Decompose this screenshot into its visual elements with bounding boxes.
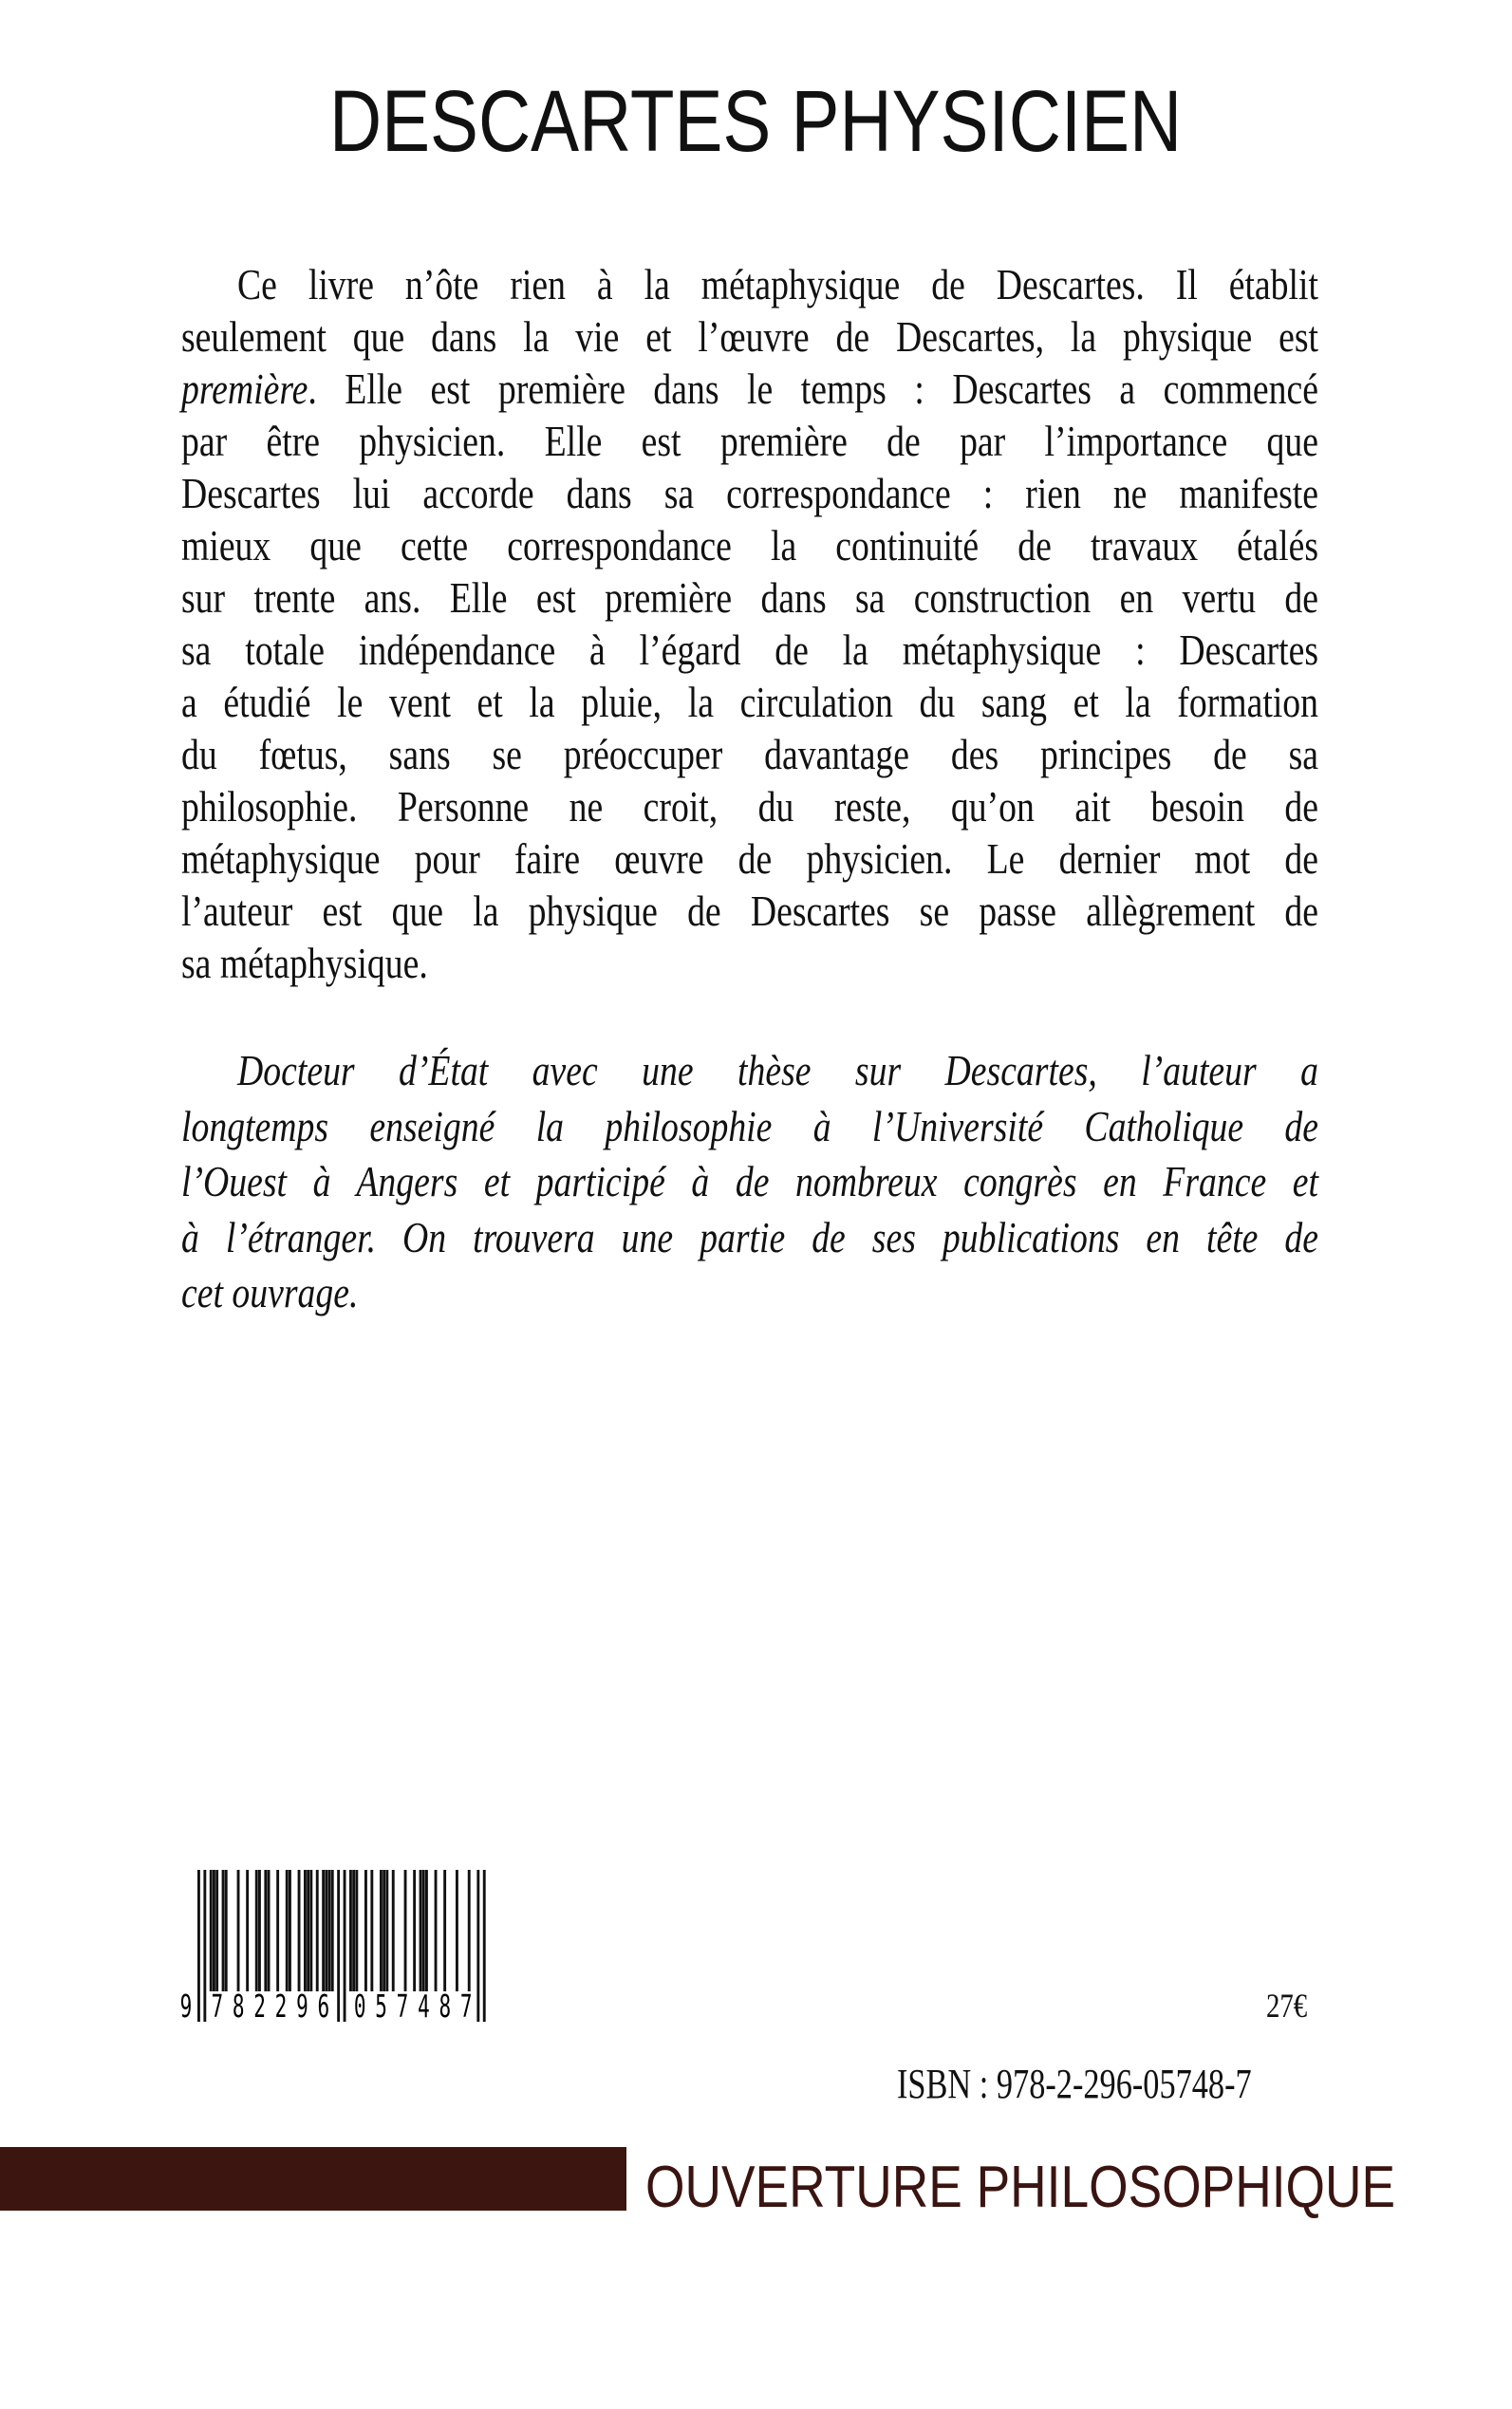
summary-line: Descartes lui accorde dans sa correspondance : rien ne manifeste [181, 469, 1319, 517]
barcode-bar [364, 1870, 367, 1991]
summary-paragraph [181, 258, 1318, 989]
barcode-bar [383, 1870, 385, 1991]
barcode-bar [309, 1870, 312, 1991]
summary-line: sur trente ans. Elle est première dans sa construction en vertu de [181, 573, 1319, 622]
barcode-digit: 9 [179, 1987, 193, 2022]
barcode-digit: 7 [459, 1987, 473, 2022]
barcode-bar [213, 1870, 215, 1991]
barcode-bar [316, 1870, 319, 1991]
series-band [0, 2147, 626, 2211]
summary-line: métaphysique pour faire œuvre de physicien. Le dernier mot de [181, 834, 1319, 883]
barcode-digit: 2 [253, 1987, 266, 2022]
barcode-bar [349, 1870, 352, 1991]
barcode-bar [264, 1870, 267, 1991]
barcode-bar [435, 1870, 438, 1991]
barcode-bar [413, 1870, 416, 1991]
barcode-digit: 0 [353, 1987, 366, 2022]
author-bio [181, 1043, 1318, 1321]
barcode-bar [476, 1870, 479, 2022]
summary-line: philosophie. Personne ne croit, du reste, qu’on ait besoin de [181, 782, 1319, 831]
barcode-bar [210, 1870, 213, 1991]
summary-line: seulement que dans la vie et l’œuvre de Descartes, la physique est [181, 312, 1319, 361]
barcode-bar [456, 1870, 458, 1991]
barcode-bar [392, 1870, 395, 1991]
book-title: DESCARTES PHYSICIEN [329, 73, 1183, 170]
bio-line: cet ouvrage. [181, 1268, 359, 1317]
barcode-bar [307, 1870, 309, 1991]
summary-line: Ce livre n’ôte rien à la métaphysique de Descartes. Il établit [237, 260, 1318, 308]
summary-line: sa métaphysique. [181, 939, 428, 987]
barcode-bar [289, 1870, 291, 1991]
barcode-bar [344, 1870, 346, 2022]
barcode-bar [420, 1870, 422, 1991]
barcode-bar [276, 1870, 279, 1991]
isbn: ISBN : 978-2-296-05748-7 [897, 2061, 1252, 2107]
barcode-bar [325, 1870, 327, 1991]
barcode-bar [197, 1870, 200, 2022]
barcode-bar [246, 1870, 249, 1991]
barcode-bar [483, 1870, 486, 2022]
barcode-bar [215, 1870, 218, 1991]
summary-line: par être physicien. Elle est première de par l’importance que [181, 417, 1319, 465]
barcode-bar [425, 1870, 428, 1991]
summary-line: sa totale indépendance à l’égard de la métaphysique : Descartes [181, 626, 1319, 674]
barcode-bar [237, 1870, 240, 1991]
summary-line: mieux que cette correspondance la continuité de travaux étalés [181, 521, 1319, 570]
barcode-bar [268, 1870, 271, 1991]
barcode-digit: 9 [296, 1987, 308, 2022]
barcode-bar [468, 1870, 471, 1991]
barcode-bar [380, 1870, 383, 1991]
barcode-bar [322, 1870, 325, 1991]
barcode-bar [328, 1870, 331, 1991]
barcode-bar [404, 1870, 407, 1991]
barcode-bar [337, 1870, 340, 2022]
emphasis: première [181, 364, 308, 413]
barcode-digit: 5 [375, 1987, 387, 2022]
barcode-bar [304, 1870, 307, 1991]
barcode-bar [255, 1870, 258, 1991]
barcode-bar [355, 1870, 358, 1991]
barcode-digit: 6 [317, 1987, 330, 2022]
bio-line: à l’étranger. On trouvera une partie de ses publications en tête de [181, 1212, 1319, 1261]
summary-line: a étudié le vent et la pluie, la circulation du sang et la formation [181, 678, 1319, 726]
barcode-digit: 8 [439, 1987, 452, 2022]
barcode-bar [352, 1870, 355, 1991]
barcode-digit: 4 [418, 1987, 430, 2022]
isbn-barcode [177, 1865, 499, 2022]
barcode-digit: 7 [396, 1987, 409, 2022]
barcode-bar [443, 1870, 446, 1991]
barcode-bar [422, 1870, 425, 1991]
barcode-bar [370, 1870, 373, 1991]
barcode-digit: 7 [211, 1987, 224, 2022]
bio-line: l’Ouest à Angers et participé à de nombreux congrès en France et [181, 1157, 1319, 1205]
barcode-bar [225, 1870, 228, 1991]
barcode-bar [222, 1870, 225, 1991]
bio-line: Docteur d’État avec une thèse sur Descartes, l’auteur a [237, 1046, 1318, 1094]
barcode-bar [298, 1870, 301, 1991]
summary-line: du fœtus, sans se préoccuper davantage des principes de sa [181, 730, 1319, 778]
summary-line: l’auteur est que la physique de Descartes se passe allègrement de [181, 887, 1319, 935]
barcode-bar [331, 1870, 334, 1991]
barcode-digit: 2 [274, 1987, 288, 2022]
barcode-digit: 8 [232, 1987, 245, 2022]
bio-line: longtemps enseigné la philosophie à l’Université Catholique de [181, 1101, 1319, 1150]
barcode-bar [258, 1870, 261, 1991]
price: 27€ [1266, 1987, 1308, 2025]
summary-line: première. Elle est première dans le temps : Descartes a commencé [181, 364, 1319, 413]
barcode-bar [385, 1870, 388, 1991]
barcode-bar [203, 1870, 206, 2022]
series-name: OUVERTURE PHILOSOPHIQUE [645, 2155, 1396, 2220]
barcode-bar [286, 1870, 289, 1991]
